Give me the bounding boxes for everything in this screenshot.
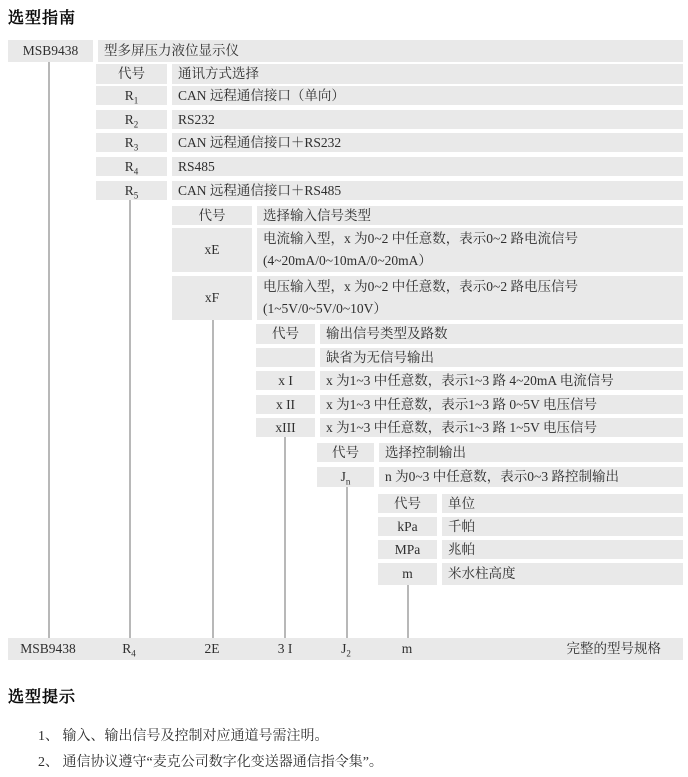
connector-line-output xyxy=(284,437,286,638)
code-text: R xyxy=(124,88,134,103)
code-text: R xyxy=(124,183,134,198)
notes-title: 选型提示 xyxy=(8,689,77,706)
code-subscript: 5 xyxy=(133,190,139,201)
row-code xyxy=(96,181,167,200)
code-subscript: 4 xyxy=(133,166,139,177)
table-row-xe xyxy=(172,228,683,272)
code-text: R xyxy=(124,159,134,174)
code-text: J xyxy=(341,641,347,656)
summary-unit: m xyxy=(401,641,413,656)
code-subscript: 1 xyxy=(133,95,139,106)
row-desc: 米水柱高度 xyxy=(442,563,683,585)
table-row-control-header xyxy=(317,443,683,462)
code-subscript: 2 xyxy=(133,119,139,130)
row-code: 代号 xyxy=(317,443,374,462)
row-desc: 千帕 xyxy=(442,517,683,536)
code-subscript: 2 xyxy=(346,648,351,659)
row-desc: 型多屏压力液位显示仪 xyxy=(98,40,683,62)
summary-row xyxy=(8,638,683,660)
summary-control xyxy=(341,638,351,660)
code-text: MSB9438 xyxy=(22,43,79,58)
table-row-x2 xyxy=(256,395,683,414)
summary-label: 完整的型号规格 xyxy=(566,641,661,656)
table-row-xf xyxy=(172,276,683,320)
row-desc: RS485 xyxy=(172,157,683,176)
row-desc: RS232 xyxy=(172,110,683,129)
row-code xyxy=(317,467,374,487)
desc-line-2: (4~20mA/0~10mA/0~20mA） xyxy=(263,253,432,268)
table-row-r3 xyxy=(96,133,683,152)
row-code xyxy=(96,157,167,176)
summary-comm xyxy=(122,638,136,660)
connector-line-model xyxy=(48,62,50,638)
code-subscript: n xyxy=(345,476,351,487)
code-text: R xyxy=(124,135,134,150)
row-code: m xyxy=(378,563,437,585)
row-desc: CAN 远程通信接口＋RS232 xyxy=(172,133,683,152)
row-desc xyxy=(257,276,683,320)
row-desc: 单位 xyxy=(442,494,683,513)
table-row-comm-header xyxy=(96,64,683,84)
code-subscript: 3 xyxy=(133,142,139,153)
table-row-x3 xyxy=(256,418,683,437)
table-row-kpa xyxy=(378,517,683,536)
table-row-jn xyxy=(317,467,683,487)
table-row-r1 xyxy=(96,86,683,105)
row-desc: 通讯方式选择 xyxy=(172,64,683,84)
row-desc: 选择控制输出 xyxy=(379,443,683,462)
row-desc: x 为1~3 中任意数，表示1~3 路 4~20mA 电流信号 xyxy=(320,371,683,390)
note-item-2: 2、 通信协议遵守“麦克公司数字化变送器通信指令集”。 xyxy=(38,755,383,770)
summary-output: 3 I xyxy=(277,641,293,656)
code-text: J xyxy=(340,469,346,484)
desc-line-1: 电流输入型，x 为0~2 中任意数，表示0~2 路电流信号 xyxy=(263,231,578,246)
row-code xyxy=(96,110,167,129)
row-desc: CAN 远程通信接口（单向） xyxy=(172,86,683,105)
row-code: xE xyxy=(172,228,252,272)
row-code: 代号 xyxy=(378,494,437,513)
row-desc: 兆帕 xyxy=(442,540,683,559)
row-code: 代号 xyxy=(96,64,167,84)
row-code xyxy=(96,133,167,152)
page-title: 选型指南 xyxy=(8,10,77,27)
desc-line-1: 电压输入型，x 为0~2 中任意数，表示0~2 路电压信号 xyxy=(263,279,578,294)
table-row-r5 xyxy=(96,181,683,200)
row-code: x II xyxy=(256,395,315,414)
table-row-r4 xyxy=(96,157,683,176)
note-item-1: 1、 输入、输出信号及控制对应通道号需注明。 xyxy=(38,729,329,744)
code-subscript: 4 xyxy=(131,648,136,659)
row-desc: 缺省为无信号输出 xyxy=(320,348,683,367)
row-desc: CAN 远程通信接口＋RS485 xyxy=(172,181,683,200)
row-code xyxy=(256,348,315,367)
table-row-m xyxy=(378,563,683,585)
row-desc xyxy=(257,228,683,272)
table-row-x1 xyxy=(256,371,683,390)
row-code: 代号 xyxy=(172,206,252,225)
table-row-input-header xyxy=(172,206,683,225)
connector-line-input xyxy=(212,320,214,638)
row-desc: n 为0~3 中任意数，表示0~3 路控制输出 xyxy=(379,467,683,487)
table-row-output-header xyxy=(256,324,683,344)
desc-line-2: (1~5V/0~5V/0~10V） xyxy=(263,301,387,316)
row-code: xIII xyxy=(256,418,315,437)
row-code: 代号 xyxy=(256,324,315,344)
summary-input: 2E xyxy=(204,641,220,656)
row-desc: x 为1~3 中任意数，表示1~3 路 0~5V 电压信号 xyxy=(320,395,683,414)
row-code xyxy=(96,86,167,105)
table-row-output-default xyxy=(256,348,683,367)
connector-line-unit xyxy=(407,585,409,638)
table-row-unit-header xyxy=(378,494,683,513)
code-text: R xyxy=(122,641,132,656)
row-desc: 输出信号类型及路数 xyxy=(320,324,683,344)
row-code xyxy=(8,40,93,62)
table-row-model xyxy=(8,40,683,62)
row-desc: 选择输入信号类型 xyxy=(257,206,683,225)
row-code: MPa xyxy=(378,540,437,559)
code-text: R xyxy=(124,112,134,127)
connector-line-control xyxy=(346,487,348,638)
row-code: kPa xyxy=(378,517,437,536)
connector-line-comm xyxy=(129,200,131,638)
row-desc: x 为1~3 中任意数，表示1~3 路 1~5V 电压信号 xyxy=(320,418,683,437)
row-code: xF xyxy=(172,276,252,320)
table-row-r2 xyxy=(96,110,683,129)
summary-model: MSB9438 xyxy=(20,641,76,656)
table-row-mpa xyxy=(378,540,683,559)
row-code: x I xyxy=(256,371,315,390)
